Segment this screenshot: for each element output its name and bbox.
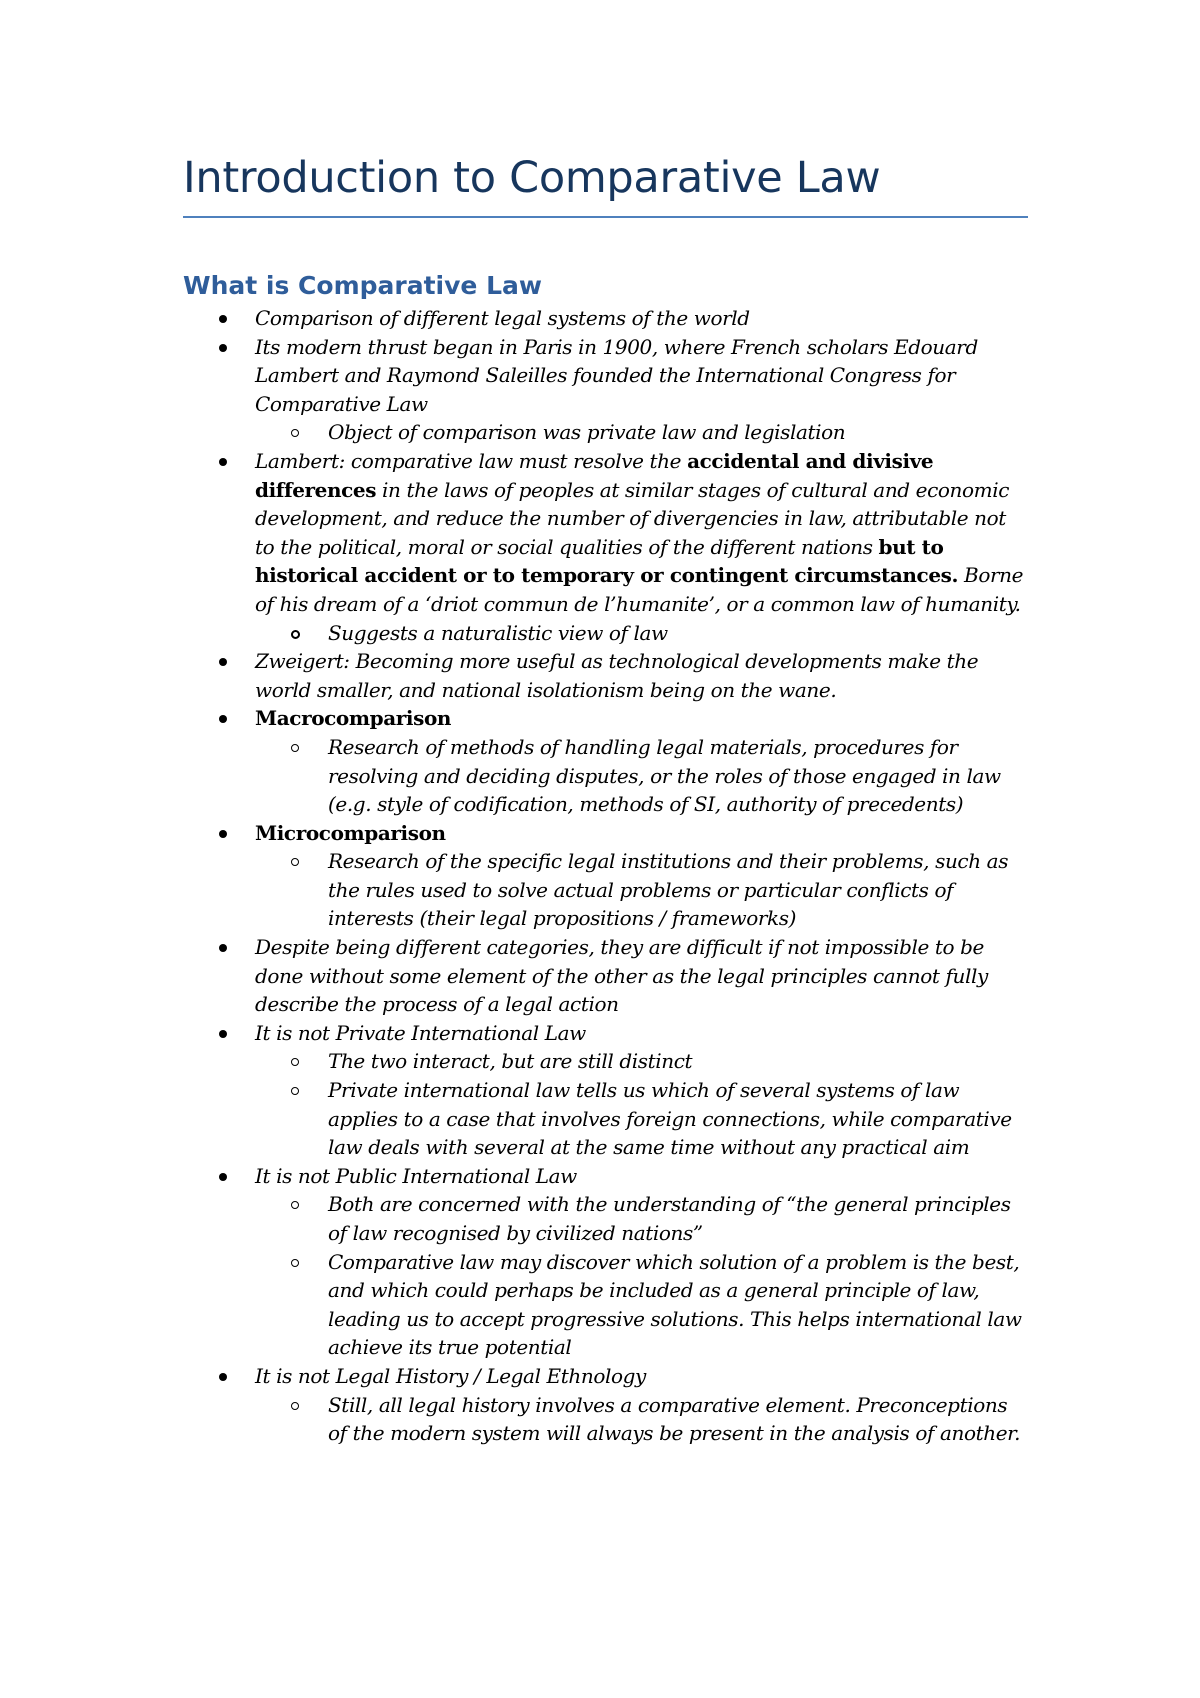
sub-list	[255, 619, 1028, 648]
sub-list	[255, 1391, 1028, 1448]
sub-list-item: Suggests a naturalistic view of law	[255, 619, 1028, 648]
sub-list-item: Private international law tells us which of several systems of law applies to a case that involves foreign connections, while comparative law deals with several at the same time without any practical aim	[255, 1076, 1028, 1162]
list-item: It is not Public International Law Both are concerned with the understanding of “the general principles of law recognised by civilized nations” Comparative law may discover which solution of a problem is the best, and which could perhaps be included as a general principle of law, leading us to accept progressive solutions. This helps international law achieve its true potential	[183, 1162, 1028, 1362]
sub-list-item: Both are concerned with the understanding of “the general principles of law recognised by civilized nations”	[255, 1190, 1028, 1247]
list-item: It is not Legal History / Legal Ethnology Still, all legal history involves a comparative element. Preconceptions of the modern system will always be present in the analysis of another.	[183, 1362, 1028, 1448]
document-page	[183, 150, 1028, 1448]
sub-list	[255, 847, 1028, 933]
list-item: Its modern thrust began in Paris in 1900, where French scholars Edouard Lambert and Raymond Saleilles founded the International Congress for Comparative Law Object of comparison was private law and legislation	[183, 333, 1028, 447]
sub-list-item: The two interact, but are still distinct	[255, 1047, 1028, 1076]
section-heading: What is Comparative Law	[183, 271, 542, 300]
list-item: Lambert: comparative law must resolve the accidental and divisive differences in the laws of peoples at similar stages of cultural and economic development, and reduce the number of divergencies in law, attributable not to the political, moral or social qualities of the different nations but to historical accident or to temporary or contingent circumstances. Borne of his dream of a ‘driot commun de l’humanite’, or a common law of humanity. Suggests a naturalistic view of law	[183, 447, 1028, 647]
list-item: Macrocomparison Research of methods of handling legal materials, procedures for resolving and deciding disputes, or the roles of those engaged in law (e.g. style of codification, methods of SI, authority of precedents)	[183, 704, 1028, 818]
sub-list	[255, 1047, 1028, 1161]
list-item: Microcomparison Research of the specific legal institutions and their problems, such as the rules used to solve actual problems or particular conflicts of interests (their legal propositions / frameworks)	[183, 819, 1028, 933]
list-item: Comparison of different legal systems of the world	[183, 304, 1028, 333]
sub-list	[255, 1190, 1028, 1362]
title-underline	[183, 216, 1028, 218]
sub-list-item: Research of the specific legal institutions and their problems, such as the rules used to solve actual problems or particular conflicts of interests (their legal propositions / frameworks)	[255, 847, 1028, 933]
sub-list-item: Comparative law may discover which solution of a problem is the best, and which could perhaps be included as a general principle of law, leading us to accept progressive solutions. This helps international law achieve its true potential	[255, 1248, 1028, 1362]
sub-list	[255, 733, 1028, 819]
sub-list-item: Still, all legal history involves a comparative element. Preconceptions of the modern system will always be present in the analysis of another.	[255, 1391, 1028, 1448]
sub-list-item: Research of methods of handling legal materials, procedures for resolving and deciding disputes, or the roles of those engaged in law (e.g. style of codification, methods of SI, authority of precedents)	[255, 733, 1028, 819]
bullet-list	[183, 304, 1028, 1448]
document-title: Introduction to Comparative Law	[183, 153, 881, 203]
sub-list-item: Object of comparison was private law and legislation	[255, 418, 1028, 447]
list-item: It is not Private International Law The two interact, but are still distinct Private international law tells us which of several systems of law applies to a case that involves foreign connections, while comparative law deals with several at the same time without any practical aim	[183, 1019, 1028, 1162]
sub-list	[255, 418, 1028, 447]
list-item: Zweigert: Becoming more useful as technological developments make the world smaller, and national isolationism being on the wane.	[183, 647, 1028, 704]
list-item: Despite being different categories, they are difficult if not impossible to be done without some element of the other as the legal principles cannot fully describe the process of a legal action	[183, 933, 1028, 1019]
